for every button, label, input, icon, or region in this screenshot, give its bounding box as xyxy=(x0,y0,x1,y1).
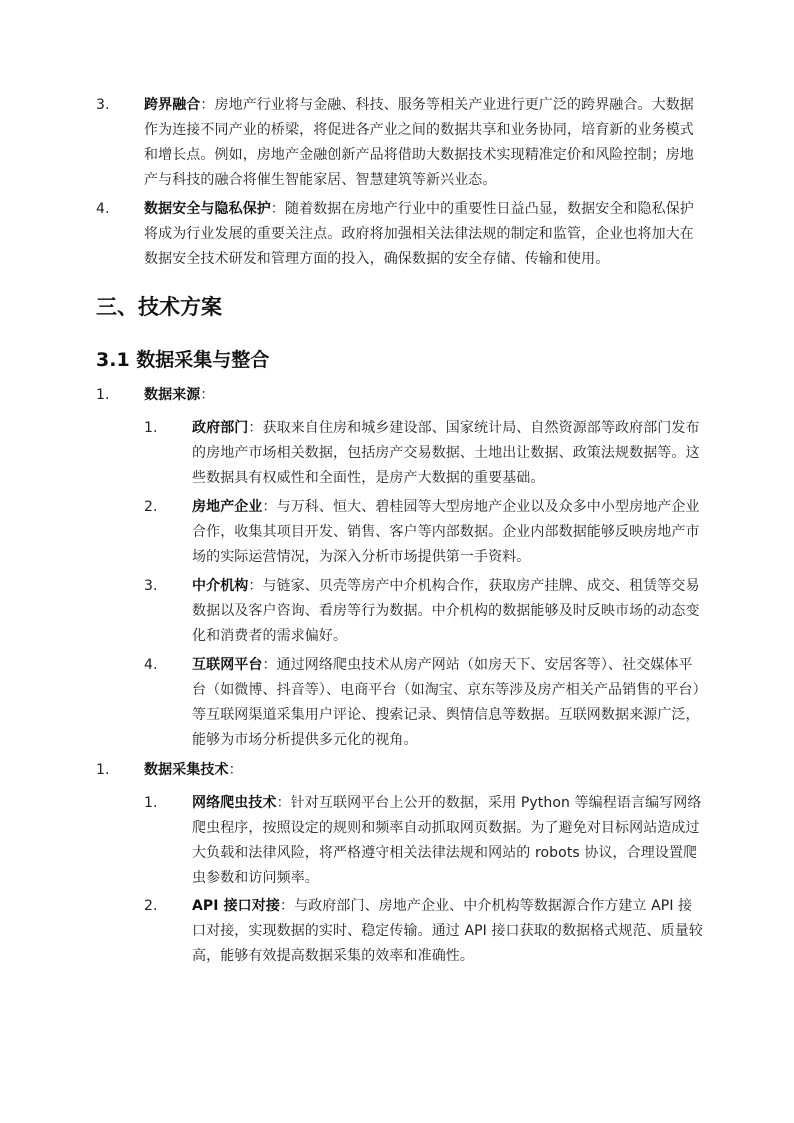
list-number: 3. xyxy=(144,578,158,594)
list-number: 2. xyxy=(144,499,158,515)
list-item-text: ：通过网络爬虫技术从房产网站（如房天下、安居客等）、社交媒体平台（如微博、抖音等）、电商平台（如淘宝、京东等涉及房产相关产品销售的平台）等互联网渠道采集用户评论、搜索记录、舆情信息等数据。互联网数据来源广泛，能够为市场分析提供多元化的视角。 xyxy=(192,657,700,748)
list-item-term: 网络爬虫技术 xyxy=(192,795,277,811)
list-item-term: API 接口对接 xyxy=(192,898,280,914)
list-item-text: ：房地产行业将与金融、科技、服务等相关产业进行更广泛的跨界融合。大数据作为连接不同产业的桥梁，将促进各产业之间的数据共享和业务协同，培育新的业务模式和增长点。例如，房地产金融创新产品将借助大数据技术实现精准定价和风险控制；房地产与科技的融合将催生智能家居、智慧建筑等新兴业态。 xyxy=(144,97,694,188)
list-item-term: 房地产企业 xyxy=(192,499,263,515)
list-item-collection-tech xyxy=(96,758,706,783)
list-item-body xyxy=(192,791,704,891)
list-item-text: ：针对互联网平台上公开的数据，采用 Python 等编程语言编写网络爬虫程序，按照设定的规则和频率自动抓取网页数据。为了避免对目标网站造成过大负载和法律风险，将严格遵守相关法律法规和网站的 robots 协议，合理设置爬虫参数和访问频率。 xyxy=(192,795,702,886)
sub-list-item xyxy=(144,495,714,570)
list-item xyxy=(96,93,706,193)
sub-list-item xyxy=(144,574,714,649)
list-item-text: ：与万科、恒大、碧桂园等大型房地产企业以及众多中小型房地产企业合作，收集其项目开发、销售、客户等内部数据。企业内部数据能够反映房地产市场的实际运营情况，为深入分析市场提供第一手资料。 xyxy=(192,499,700,565)
list-item-body xyxy=(192,894,704,969)
list-number: 1. xyxy=(96,762,110,778)
list-item-body xyxy=(144,758,704,783)
list-number: 1. xyxy=(96,387,110,403)
list-number: 1. xyxy=(144,795,158,811)
list-item-body xyxy=(144,383,704,408)
section-heading: 三、技术方案 xyxy=(96,295,222,319)
list-number: 2. xyxy=(144,898,158,914)
list-item-term: 跨界融合 xyxy=(144,97,201,113)
list-item-body xyxy=(192,495,704,570)
list-item-body xyxy=(192,574,704,649)
list-item-text: ：与政府部门、房地产企业、中介机构等数据源合作方建立 API 接口对接，实现数据的实时、稳定传输。通过 API 接口获取的数据格式规范、质量较高，能够有效提高数据采集的效率和准确性。 xyxy=(192,898,703,964)
list-item-text: ：与链家、贝壳等房产中介机构合作，获取房产挂牌、成交、租赁等交易数据以及客户咨询、看房等行为数据。中介机构的数据能够及时反映市场的动态变化和消费者的需求偏好。 xyxy=(192,578,700,644)
list-item-body xyxy=(144,93,704,193)
list-item-text: ：获取来自住房和城乡建设部、国家统计局、自然资源部等政府部门发布的房地产市场相关数据，包括房产交易数据、土地出让数据、政策法规数据等。这些数据具有权威性和全面性，是房产大数据的重要基础。 xyxy=(192,420,700,486)
list-number: 1. xyxy=(144,420,158,436)
list-item-term: 数据来源 xyxy=(144,387,201,403)
list-item-text: ： xyxy=(200,387,215,403)
list-item-data-sources xyxy=(96,383,706,408)
list-number: 3. xyxy=(96,97,110,113)
sub-list-item xyxy=(144,894,714,969)
sub-list-item xyxy=(144,791,714,891)
sub-list-item xyxy=(144,416,714,491)
list-item-term: 中介机构 xyxy=(192,578,249,594)
list-item-term: 政府部门 xyxy=(192,420,249,436)
list-item-term: 互联网平台 xyxy=(192,657,263,673)
list-number: 4. xyxy=(144,657,158,673)
list-item xyxy=(96,197,706,272)
list-item-body xyxy=(192,653,704,753)
list-item-text: ： xyxy=(228,762,243,778)
sub-list-item xyxy=(144,653,714,753)
list-item-text: ：随着数据在房地产行业中的重要性日益凸显，数据安全和隐私保护将成为行业发展的重要关注点。政府将加强相关法律法规的制定和监管，企业也将加大在数据安全技术研发和管理方面的投入，确保数据的安全存储、传输和使用。 xyxy=(144,201,694,267)
list-item-body xyxy=(144,197,704,272)
list-item-term: 数据安全与隐私保护 xyxy=(144,201,271,217)
list-item-body xyxy=(192,416,704,491)
subsection-heading: 3.1 数据采集与整合 xyxy=(96,349,270,371)
list-item-term: 数据采集技术 xyxy=(144,762,229,778)
list-number: 4. xyxy=(96,201,110,217)
